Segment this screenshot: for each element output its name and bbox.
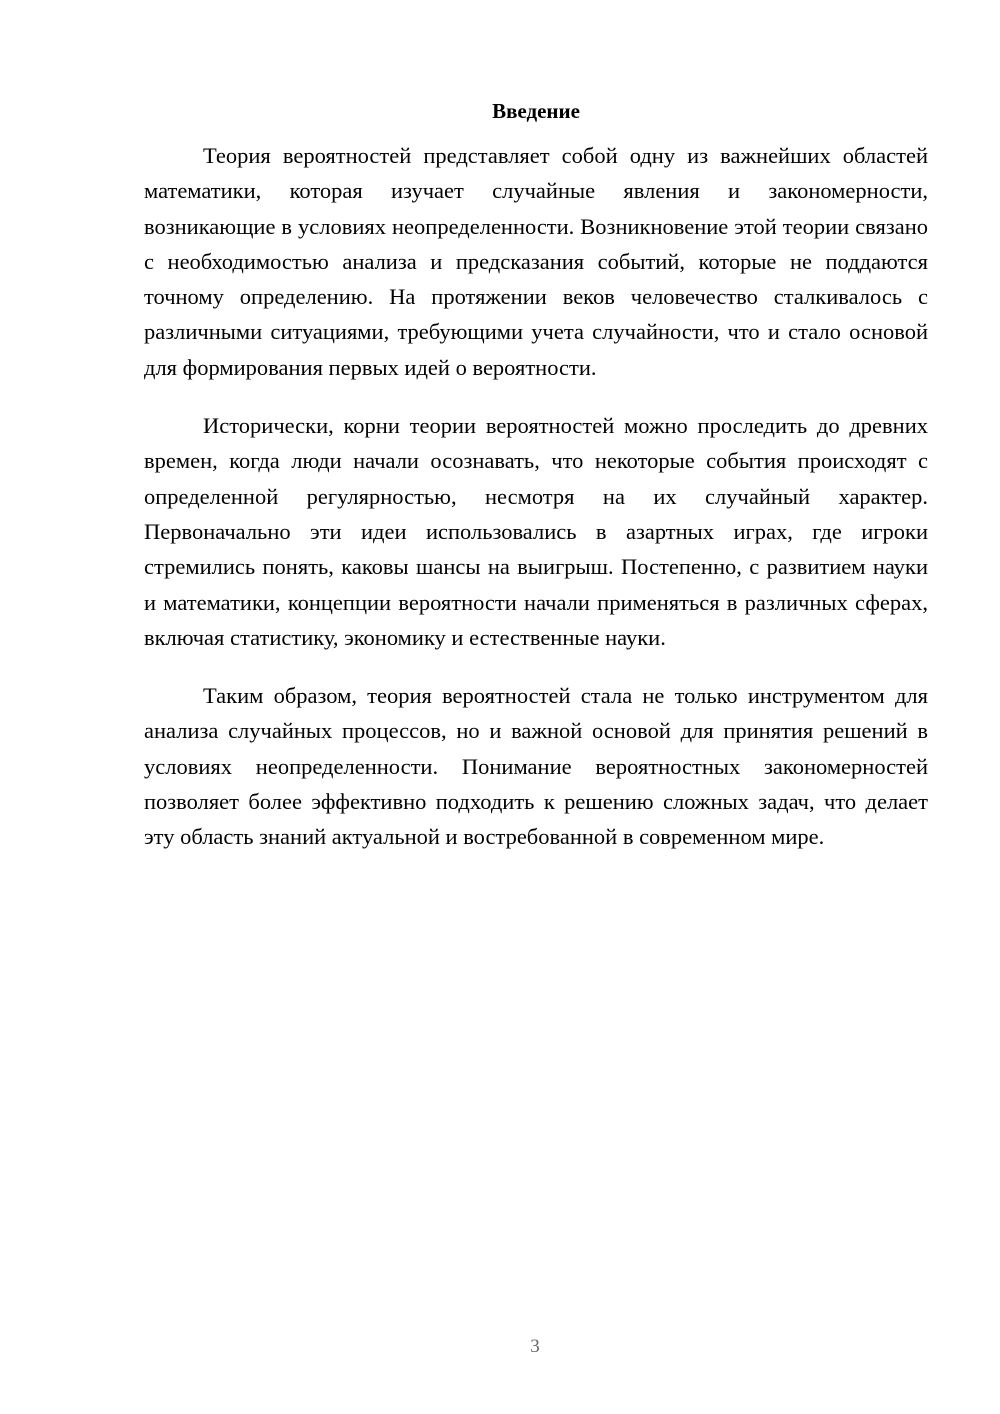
paragraph-intro: Теория вероятностей представляет собой одну из важнейших областей математики, которая изучает случайные явления и закономерности, возникающие в условиях неопределенности. Возникновение этой теории связано с необходимостью анализа и предсказания событий, которые не поддаются точному определению. На протяжении веков человечество сталкивалось с различными ситуациями, требующими учета случайности, что и стало основой для формирования первых идей о вероятности. (144, 143, 928, 380)
page-content (144, 95, 928, 878)
paragraph-conclusion: Таким образом, теория вероятностей стала не только инструментом для анализа случайных процессов, но и важной основой для принятия решений в условиях неопределенности. Понимание вероятностных закономерностей позволяет более эффективно подходить к решению сложных задач, что делает эту область знаний актуальной и востребованной в современном мире. (144, 683, 928, 850)
paragraph-history: Исторически, корни теории вероятностей можно проследить до древних времен, когда люди начали осознавать, что некоторые события происходят с определенной регулярностью, несмотря на их случайный характер. Первоначально эти идеи использовались в азартных играх, где игроки стремились понять, каковы шансы на выигрыш. Постепенно, с развитием науки и математики, концепции вероятности начали применяться в различных сферах, включая статистику, экономику и естественные науки. (144, 413, 928, 650)
section-heading: Введение (492, 99, 580, 123)
page-number: 3 (530, 1336, 540, 1357)
